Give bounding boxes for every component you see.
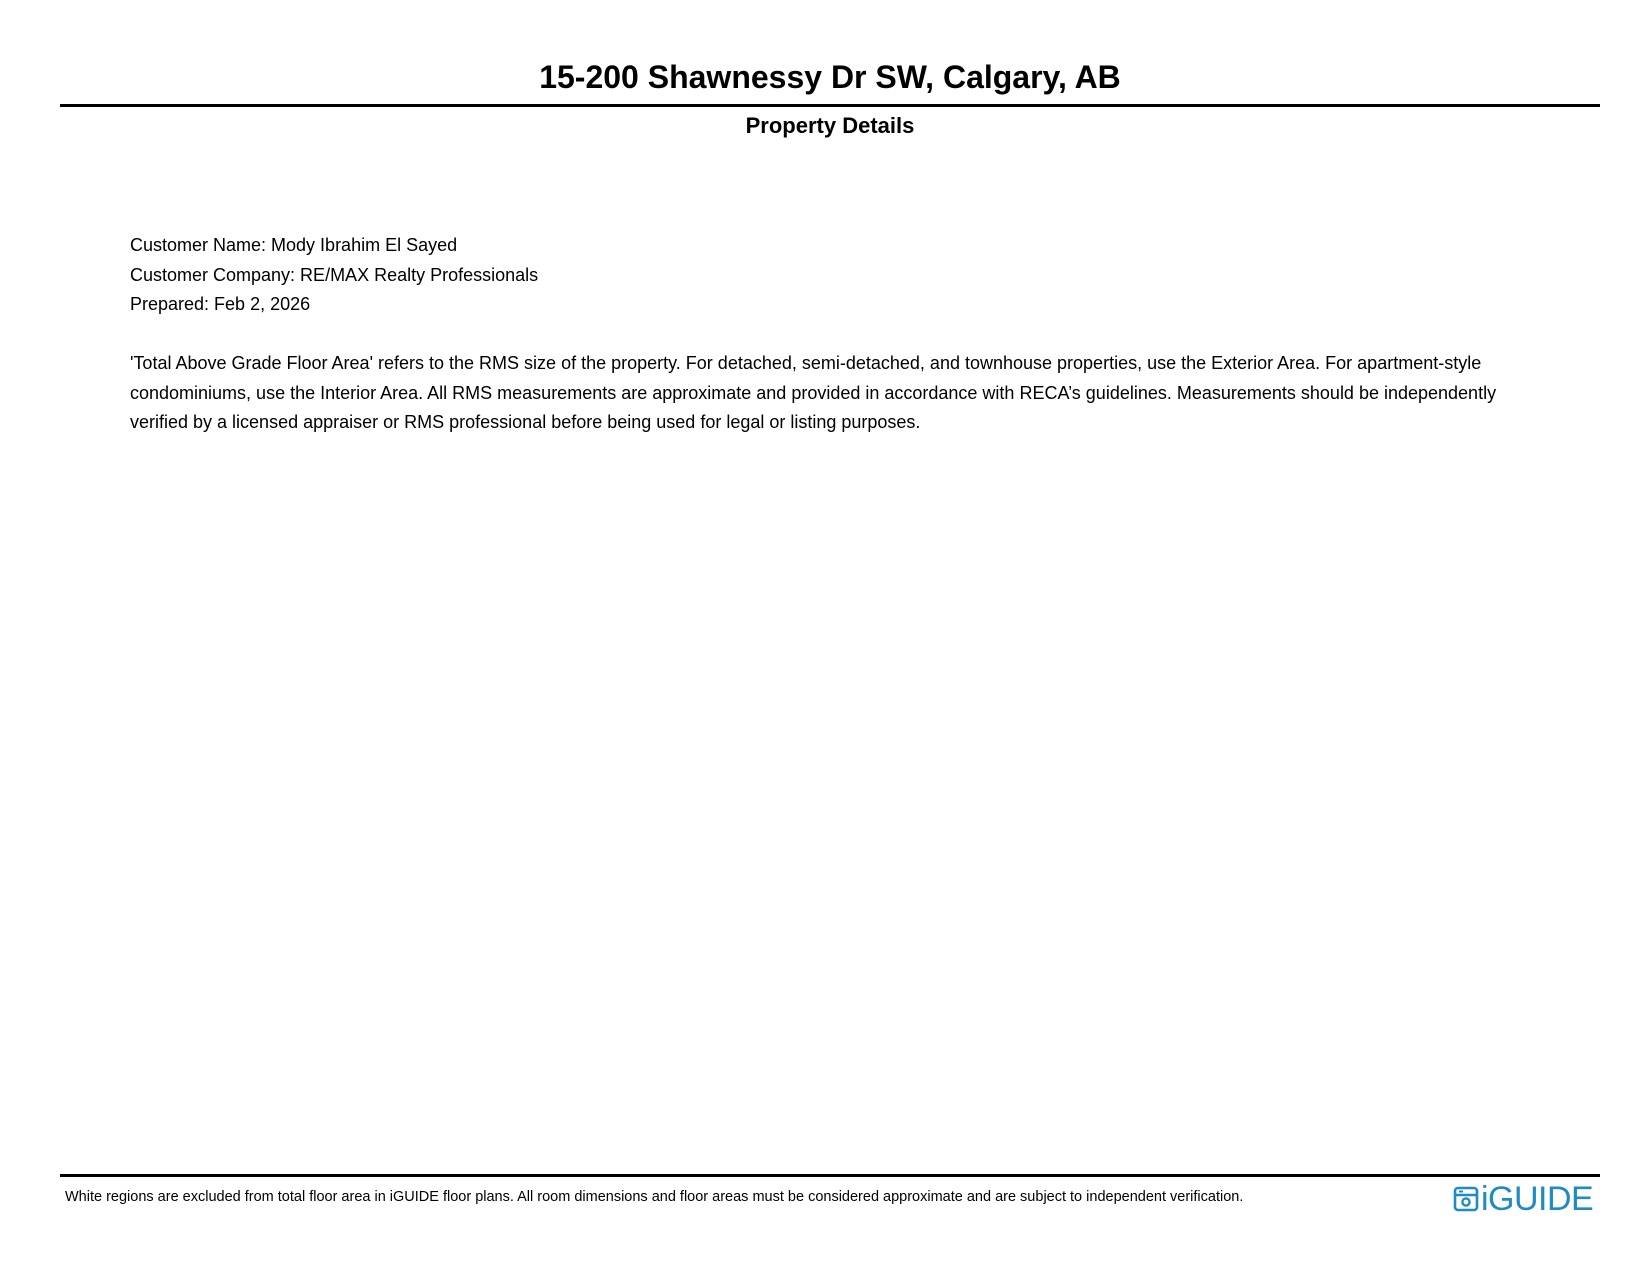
- camera-icon: [1453, 1185, 1479, 1213]
- footer-disclaimer: White regions are excluded from total floor area in iGUIDE floor plans. All room dimensions and floor areas must be considered approximate and are subject to independent verification.: [65, 1189, 1244, 1205]
- floor-area-note: 'Total Above Grade Floor Area' refers to the RMS size of the property. For detached, semi-detached, and townhouse properties, use the Exterior Area. For apartment-style condominiums, use the Interior Area. All RMS measurements are approximate and provided in accordance with RECA’s guidelines. Measurements should be independently verified by a licensed appraiser or RMS professional before being used for legal or listing purposes.: [130, 353, 1497, 432]
- page-title: 15-200 Shawnessy Dr SW, Calgary, AB: [539, 59, 1121, 95]
- brand-name: iGUIDE: [1481, 1180, 1594, 1218]
- customer-info: [130, 231, 538, 320]
- customer-name: Customer Name: Mody Ibrahim El Sayed: [130, 235, 458, 255]
- iguide-logo: [1453, 1181, 1593, 1217]
- prepared-date: Prepared: Feb 2, 2026: [130, 294, 311, 314]
- footer-divider: [60, 1174, 1600, 1177]
- page-subtitle: Property Details: [745, 113, 915, 138]
- header-divider: [60, 104, 1600, 107]
- customer-company: Customer Company: RE/MAX Realty Professionals: [130, 264, 539, 285]
